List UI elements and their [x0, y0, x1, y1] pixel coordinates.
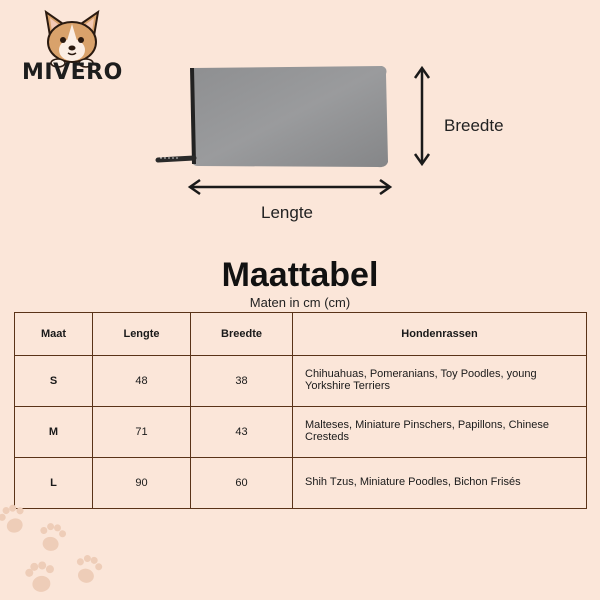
cell-size: M	[15, 407, 93, 458]
page-subtitle: Maten in cm (cm)	[249, 295, 351, 310]
header-size: Maat	[15, 313, 93, 356]
cell-size: S	[15, 356, 93, 407]
brand-name: MIVERO	[22, 60, 123, 85]
table-header-row	[15, 313, 587, 356]
header-length: Lengte	[93, 313, 191, 356]
page-title: Maattabel	[221, 256, 379, 294]
table-row	[15, 407, 587, 458]
header-width: Breedte	[191, 313, 293, 356]
dog-logo-icon	[22, 8, 122, 68]
paw-print-icon	[24, 560, 58, 595]
width-label: Breedte	[444, 116, 504, 135]
paw-print-icon	[0, 502, 30, 537]
cell-width: 38	[191, 356, 293, 407]
cell-size: L	[15, 458, 93, 509]
cell-breeds: Malteses, Miniature Pinschers, Papillons, Chinese Cresteds	[293, 407, 587, 458]
length-label: Lengte	[261, 203, 313, 222]
table-row	[15, 356, 587, 407]
cell-length: 48	[93, 356, 191, 407]
cell-width: 60	[191, 458, 293, 509]
paw-prints-decoration	[0, 500, 120, 600]
size-table	[14, 312, 587, 509]
brand-logo	[22, 8, 122, 86]
paw-print-icon	[72, 553, 104, 586]
cell-length: 90	[93, 458, 191, 509]
cell-breeds: Chihuahuas, Pomeranians, Toy Poodles, young Yorkshire Terriers	[293, 356, 587, 407]
cell-breeds: Shih Tzus, Miniature Poodles, Bichon Frisés	[293, 458, 587, 509]
header-breeds: Hondenrassen	[293, 313, 587, 356]
cell-width: 43	[191, 407, 293, 458]
paw-print-icon	[37, 522, 67, 554]
product-image	[150, 58, 450, 198]
width-arrow-icon	[415, 68, 429, 164]
cell-length: 71	[93, 407, 191, 458]
length-arrow-icon	[190, 180, 390, 194]
